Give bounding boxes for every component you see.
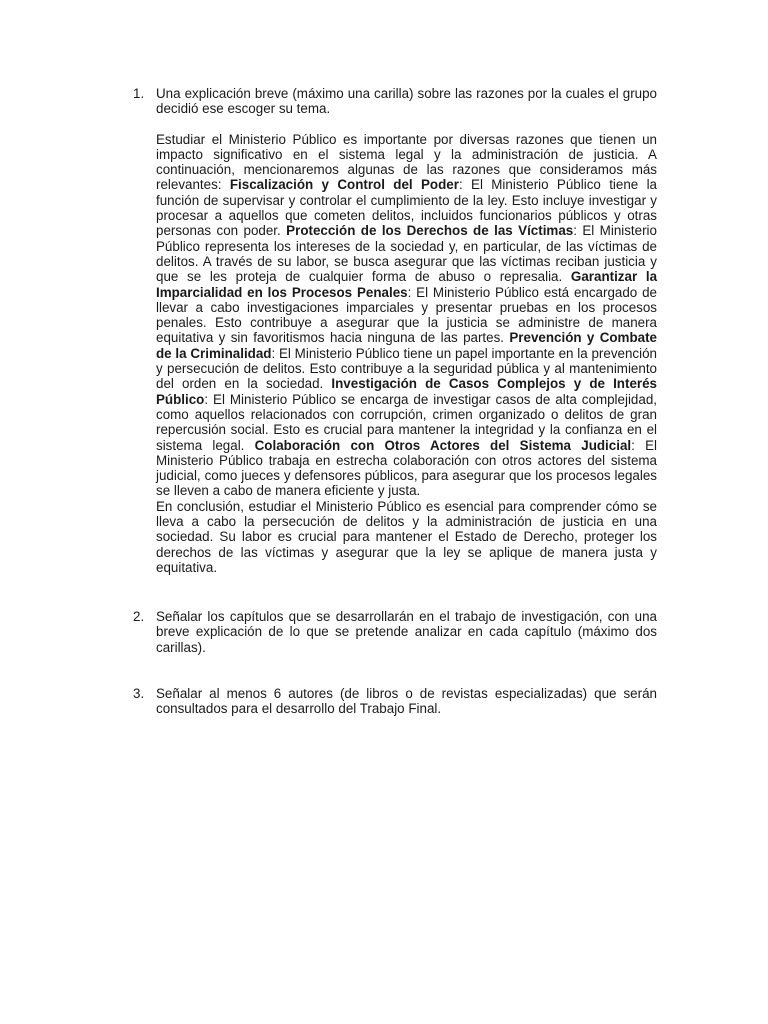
bold-reason-heading: Protección de los Derechos de las Víctimas	[286, 223, 574, 239]
list-number: 3.	[133, 686, 145, 701]
body-text-run: : El Ministerio Público está encargado de llevar a cabo investigaciones imparciales y presentar pruebas en los procesos penales. Esto contribuye a asegurar que la justicia se administre de manera equitativa y sin favoritismos hacia ninguna de las partes.	[156, 284, 657, 346]
bold-reason-heading: Colaboración con Otros Actores del Sistema Judicial	[254, 437, 632, 453]
bold-reason-heading: Prevención y Combate de la Criminalidad	[156, 330, 657, 361]
item-heading: Señalar al menos 6 autores (de libros o de revistas especializadas) que serán consultados para el desarrollo del Trabajo Final.	[156, 686, 657, 717]
list-number: 1.	[133, 86, 145, 101]
bold-reason-heading: Investigación de Casos Complejos y de Interés Público	[156, 376, 658, 407]
list-item-3	[133, 686, 657, 717]
body-text-run: : El Ministerio Público trabaja en estrecha colaboración con otros actores del sistema judicial, como jueces y defensores públicos, para asegurar que los procesos legales se lleven a cabo de manera eficiente y justa.	[156, 437, 657, 499]
conclusion-paragraph: En conclusión, estudiar el Ministerio Público es esencial para comprender cómo se lleva a cabo la persecución de delitos y la administración de justicia en una sociedad. Su labor es crucial para mantener el Estado de Derecho, proteger los derechos de las víctimas y asegurar que la ley se aplique de manera justa y equitativa.	[156, 498, 657, 575]
bold-reason-heading: Garantizar la Imparcialidad en los Procesos Penales	[156, 269, 658, 300]
list-number: 2.	[133, 609, 145, 624]
item-heading: Una explicación breve (máximo una carilla) sobre las razones por la cuales el grupo decidió ese escoger su tema.	[156, 86, 657, 117]
bold-reason-heading: Fiscalización y Control del Poder	[229, 177, 459, 193]
item-heading: Señalar los capítulos que se desarrollarán en el trabajo de investigación, con una breve explicación de lo que se pretende analizar en cada capítulo (máximo dos carillas).	[156, 609, 657, 655]
body-text-run: : El Ministerio Público representa los intereses de la sociedad y, en particular, de las víctimas de delitos. A través de su labor, se busca asegurar que las víctimas reciban justicia y que se les proteja de cualquier forma de abuso o represalia.	[156, 223, 657, 285]
list-item-2	[133, 609, 657, 655]
list-item-1	[133, 86, 657, 575]
body-text-run: Estudiar el Ministerio Público es importante por diversas razones que tienen un impacto significativo en el sistema legal y la administración de justicia. A continuación, mencionaremos algunas de las razones que consideramos más relevantes:	[156, 131, 657, 193]
body-text-run: : El Ministerio Público se encarga de investigar casos de alta complejidad, como aquellos relacionados con corrupción, crimen organizado o delitos de gran repercusión social. Esto es crucial para mantener la integridad y la confianza en el sistema legal.	[156, 391, 657, 453]
body-text-run: : El Ministerio Público tiene un papel importante en la prevención y persecución de delitos. Esto contribuye a la seguridad pública y al mantenimiento del orden en la sociedad.	[156, 345, 657, 392]
body-text-run: : El Ministerio Público tiene la función de supervisar y controlar el cumplimiento de la ley. Esto incluye investigar y procesar a aquellos que cometen delitos, incluidos funcionarios públicos y otras personas con poder.	[156, 177, 657, 239]
item-body-paragraph	[156, 132, 657, 499]
